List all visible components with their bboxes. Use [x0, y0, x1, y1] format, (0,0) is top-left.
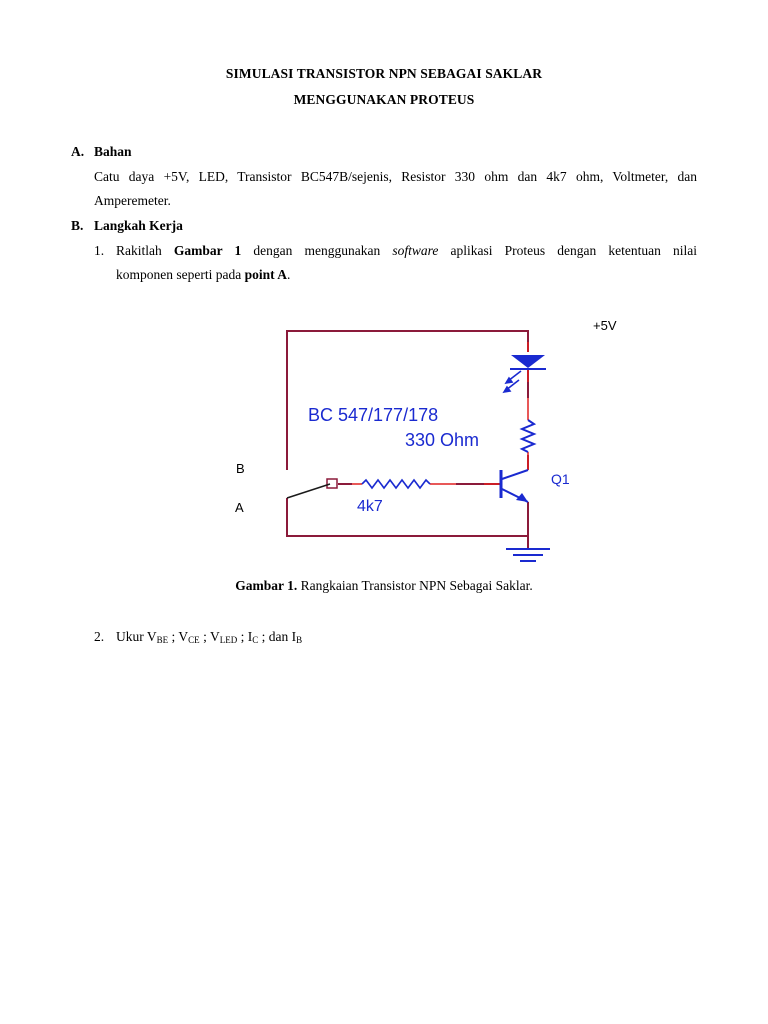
- step1-italic-software: software: [392, 243, 439, 258]
- transistor-collector-lead: [502, 470, 528, 479]
- label-resistor-330: 330 Ohm: [405, 430, 480, 450]
- step2-text: [116, 628, 302, 649]
- step2-sep2: ; V: [199, 629, 220, 644]
- switch-lever: [287, 484, 330, 498]
- label-point-a: A: [235, 500, 244, 515]
- label-supply-5v: +5V: [593, 318, 617, 333]
- figure-caption-text: Rangkaian Transistor NPN Sebagai Saklar.: [297, 578, 533, 593]
- step1-number: 1.: [94, 243, 105, 258]
- step2-sep1: ; V: [168, 629, 189, 644]
- step2-sub-b: B: [296, 635, 303, 645]
- section-a-marker: A.: [71, 144, 85, 159]
- led-light-arrows: [504, 371, 521, 392]
- label-q1: Q1: [551, 471, 570, 487]
- section-a-heading: Bahan: [94, 144, 132, 159]
- resistor-330-symbol: [522, 420, 534, 452]
- section-a-line1: Catu daya +5V, LED, Transistor BC547B/sejenis, Resistor 330 ohm dan 4k7 ohm, Voltmeter, dan: [94, 169, 697, 184]
- section-a-line2: Amperemeter.: [94, 193, 171, 208]
- section-b-heading: Langkah Kerja: [94, 218, 183, 233]
- step2-sep3: ; I: [237, 629, 253, 644]
- resistor-4k7-symbol: [362, 480, 430, 488]
- label-point-b: B: [236, 461, 245, 476]
- step2-number: 2.: [94, 629, 105, 644]
- ground-symbol: [506, 549, 550, 561]
- label-resistor-4k7: 4k7: [357, 498, 383, 515]
- figure-caption: [0, 578, 768, 594]
- step2-sub-led: LED: [219, 635, 238, 645]
- step1-text-c: aplikasi Proteus dengan ketentuan nilai: [438, 243, 697, 258]
- step2-ukur: Ukur V: [116, 629, 157, 644]
- step1-text-a: Rakitlah: [116, 243, 174, 258]
- step2-sub-ce: CE: [188, 635, 200, 645]
- document-title-line1: SIMULASI TRANSISTOR NPN SEBAGAI SAKLAR: [225, 66, 543, 81]
- step2-sep4: ; dan I: [258, 629, 297, 644]
- step1-bold-gambar: Gambar 1: [173, 243, 242, 258]
- step1-text-b: dengan menggunakan: [241, 243, 393, 258]
- switch-terminal: [327, 479, 337, 488]
- step1-line2-bold: point A: [244, 267, 287, 282]
- step2-sub-c: C: [252, 635, 259, 645]
- step1-line2-end: .: [287, 267, 291, 282]
- section-b-marker: B.: [71, 218, 84, 233]
- document-title-line2: MENGGUNAKAN PROTEUS: [293, 92, 475, 107]
- figure-caption-bold: Gambar 1.: [235, 578, 298, 593]
- step2-sub-be: BE: [156, 635, 169, 645]
- wire-a-to-ground: [287, 498, 528, 536]
- label-transistor-type: BC 547/177/178: [308, 405, 439, 425]
- led-triangle: [511, 355, 545, 368]
- step1-line2-text: komponen seperti pada: [116, 267, 245, 282]
- led-symbol: [504, 355, 546, 392]
